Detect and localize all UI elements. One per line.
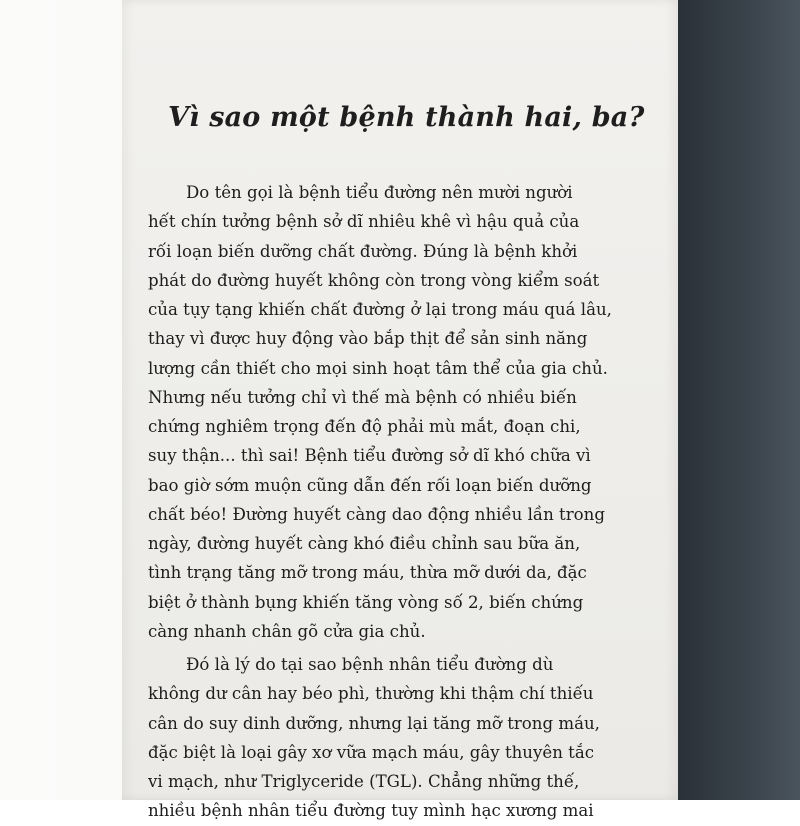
text-line: đặc biệt là loại gây xơ vữa mạch máu, gây thuyên tắc bbox=[148, 742, 595, 762]
text-line: ngày, đường huyết càng khó điều chỉnh sau bữa ăn, bbox=[148, 534, 581, 553]
paragraph-2 bbox=[148, 650, 648, 826]
text-line: vi mạch, như Triglyceride (TGL). Chẳng những thế, bbox=[148, 772, 580, 791]
text-line: biệt ở thành bụng khiến tăng vòng số 2, biến chứng bbox=[148, 592, 584, 612]
text-line: không dư cân hay béo phì, thường khi thậm chí thiếu bbox=[148, 684, 594, 704]
text-line: chứng nghiêm trọng đến độ phải mù mắt, đoạn chi, bbox=[148, 417, 581, 436]
book-cover-edge bbox=[678, 0, 800, 800]
text-line: Do tên gọi là bệnh tiểu đường nên mười người bbox=[186, 183, 573, 202]
text-line: chất béo! Đường huyết càng dao động nhiều lần trong bbox=[148, 504, 605, 524]
text-line: thay vì được huy động vào bắp thịt để sản sinh năng bbox=[148, 329, 588, 349]
chapter-title: Vì sao một bệnh thành hai, ba? bbox=[168, 102, 645, 133]
body-text bbox=[148, 178, 648, 826]
text-line: càng nhanh chân gõ cửa gia chủ. bbox=[148, 621, 426, 641]
text-line: cân do suy dinh dưỡng, nhưng lại tăng mỡ trong máu, bbox=[148, 713, 600, 733]
text-line: tình trạng tăng mỡ trong máu, thừa mỡ dưới da, đặc bbox=[148, 563, 587, 583]
text-line: phát do đường huyết không còn trong vòng kiểm soát bbox=[148, 270, 600, 290]
text-line: Nhưng nếu tưởng chỉ vì thế mà bệnh có nhiều biến bbox=[148, 387, 577, 407]
text-line: rối loạn biến dưỡng chất đường. Đúng là bệnh khởi bbox=[148, 241, 578, 261]
text-line: Đó là lý do tại sao bệnh nhân tiểu đường dù bbox=[186, 655, 554, 674]
text-line: hết chín tưởng bệnh sở dĩ nhiêu khê vì hậu quả của bbox=[148, 212, 580, 232]
text-line: suy thận... thì sai! Bệnh tiểu đường sở dĩ khó chữa vì bbox=[148, 446, 591, 466]
text-line: bao giờ sớm muộn cũng dẫn đến rối loạn biến dưỡng bbox=[148, 475, 592, 495]
paragraph-1 bbox=[148, 178, 648, 646]
text-line: nhiều bệnh nhân tiểu đường tuy mình hạc xương mai bbox=[148, 801, 594, 821]
text-line: của tụy tạng khiến chất đường ở lại trong máu quá lâu, bbox=[148, 300, 612, 319]
text-line: lượng cần thiết cho mọi sinh hoạt tâm thể của gia chủ. bbox=[148, 358, 608, 378]
